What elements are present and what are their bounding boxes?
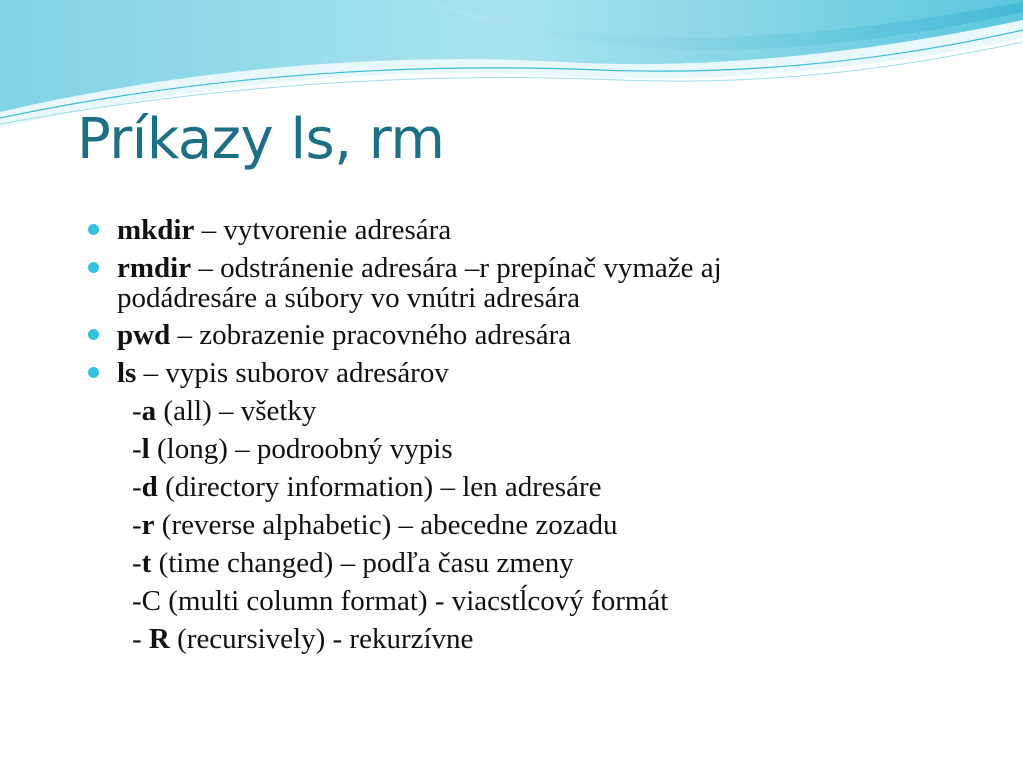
option-item (132, 396, 316, 426)
option-item (132, 586, 668, 616)
command-name: mkdir (117, 214, 195, 246)
command-name: ls (117, 357, 137, 389)
bullet-dot-icon (88, 367, 99, 378)
list-item (117, 215, 451, 245)
option-item (132, 624, 473, 654)
command-description: – vypis suborov adresárov (136, 357, 449, 389)
option-description: (time changed) – podľa času zmeny (151, 547, 574, 579)
option-description: (directory information) – len adresáre (157, 471, 602, 503)
option-prefix: - (132, 547, 142, 579)
bullet-dot-icon (88, 329, 99, 340)
option-flag: a (141, 395, 157, 427)
list-item (117, 320, 571, 350)
command-name: pwd (117, 319, 171, 351)
option-flag: d (141, 471, 158, 503)
option-item (132, 434, 453, 464)
option-prefix: - (132, 509, 142, 541)
option-item (132, 472, 601, 502)
option-description: (long) – podroobný vypis (149, 433, 453, 465)
option-prefix: - (132, 433, 142, 465)
option-item (132, 510, 617, 540)
page-title: Príkazy ls, rm (77, 107, 445, 172)
option-item (132, 548, 574, 578)
command-description: – zobrazenie pracovného adresára (170, 319, 572, 351)
option-flag: l (141, 433, 150, 465)
option-description: (all) – všetky (156, 395, 317, 427)
bullet-dot-icon (88, 224, 99, 235)
list-item (117, 253, 722, 283)
option-flag: r (141, 509, 155, 541)
command-description: – odstránenie adresára –r prepínač vymaže aj (191, 252, 722, 284)
option-prefix: - (132, 623, 149, 655)
option-prefix: - (132, 471, 142, 503)
command-name: rmdir (117, 252, 192, 284)
command-description: – vytvorenie adresára (194, 214, 452, 246)
option-description: (recursively) - rekurzívne (169, 623, 474, 655)
option-flag: R (148, 623, 170, 655)
option-prefix: -C (multi column format) - viacstĺcový formát (132, 585, 669, 617)
list-item (117, 358, 449, 388)
bullet-dot-icon (88, 262, 99, 273)
option-prefix: - (132, 395, 142, 427)
list-item-continuation: podádresáre a súbory vo vnútri adresára (117, 282, 581, 314)
option-flag: t (141, 547, 152, 579)
option-description: (reverse alphabetic) – abecedne zozadu (154, 509, 618, 541)
